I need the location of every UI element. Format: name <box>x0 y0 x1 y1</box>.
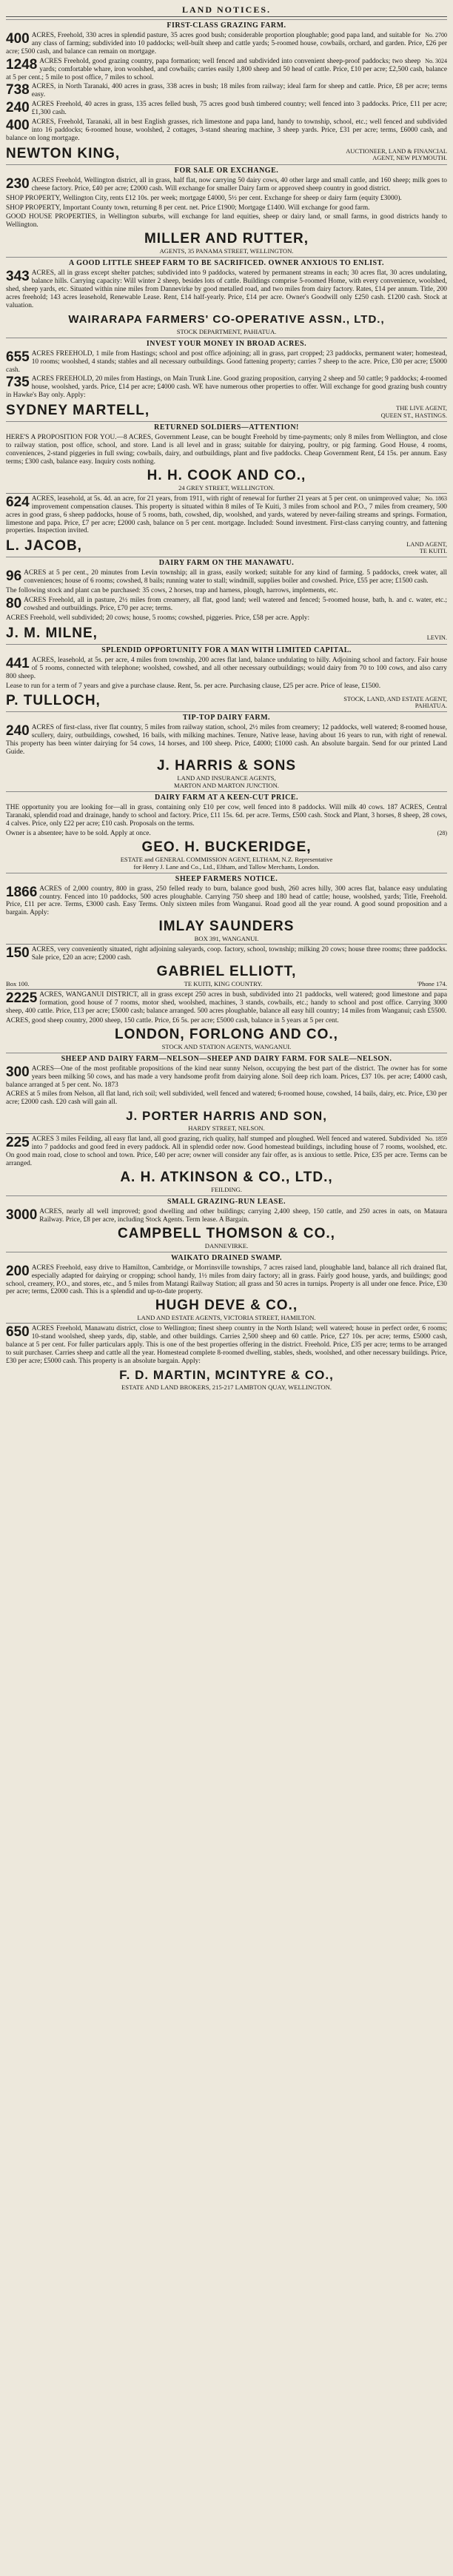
agent-box: Box 100. <box>6 980 30 988</box>
listing-group <box>6 1264 447 1297</box>
listing-text: The following stock and plant can be purchased: 35 cows, 2 horses, trap and harness, plough, harrows, implements, etc. <box>6 587 338 595</box>
listing-ref: No. 1863 <box>425 494 447 502</box>
agent-address: LEVIN. <box>426 634 447 642</box>
agent-location: QUEEN ST., HASTINGS. <box>380 412 447 419</box>
section-heading: SHEEP AND DAIRY FARM—NELSON—SHEEP AND DAIRY FARM. FOR SALE—NELSON. <box>6 1053 447 1064</box>
listing <box>6 1136 447 1168</box>
agent-title: AUCTIONEER, LAND & FINANCIAL <box>346 147 447 155</box>
agent-location: TE KUITI, KING COUNTRY. <box>184 980 263 988</box>
listing <box>6 614 447 623</box>
agent-name: F. D. MARTIN, MCINTYRE & CO., <box>119 1367 334 1382</box>
listing <box>6 269 447 310</box>
section-heading: INVEST YOUR MONEY IN BROAD ACRES. <box>6 338 447 349</box>
section-heading: FIRST-CLASS GRAZING FARM. <box>6 19 447 30</box>
acreage-figure: 300 <box>6 1064 30 1080</box>
listing-ref: No. 3024 <box>425 57 447 64</box>
agent-block <box>6 624 447 642</box>
listing <box>6 1325 447 1366</box>
listing-text: Lease to run for a term of 7 years and give a purchase clause. Rent, 5s. per acre. Purchasing clause, £25 per acre. Price of lease, £1500. <box>6 682 381 690</box>
agent-name: IMLAY SAUNDERS <box>158 919 295 935</box>
agent-name: L. JACOB, <box>6 538 82 554</box>
agent-name: J. HARRIS & SONS <box>156 758 297 774</box>
listing-text: ACRES, very conveniently situated, right adjoining saleyards, coop. factory, school, township; milking 20 cows; house three rooms; three paddocks. Sale price, £20 an acre; £2000 cash. <box>31 946 447 962</box>
listing <box>6 597 447 613</box>
listing-group <box>6 724 447 757</box>
listing-text: ACRES, leasehold, at 5s. per acre, 4 miles from township, 200 acres flat land, balance undulating to hilly. Adjoining school and factory. Fair house of 5 rooms, connected with telephone; woolshed, cowshed, and all other necessary outbuildings; would dairy from 70 to 100 cows, and also carry 800 sheep. <box>6 656 447 680</box>
acreage-figure: 150 <box>6 945 30 962</box>
section-heading: TIP-TOP DAIRY FARM. <box>6 711 447 722</box>
agent-address <box>406 541 447 555</box>
listing <box>6 213 447 229</box>
acreage-figure: 738 <box>6 82 30 98</box>
listing <box>6 1017 447 1025</box>
agent-address: AGENTS, 35 PANAMA STREET, WELLINGTON. <box>159 247 294 255</box>
listing-text: ACRES Freehold, well subdivided; 20 cows; house, 5 rooms; cowshed, piggeries. Price, £58 per acre. Apply: <box>6 614 310 622</box>
newspaper-page <box>6 3 447 2570</box>
listing <box>6 1065 447 1090</box>
agent-name: P. TULLOCH, <box>6 693 101 709</box>
agent-location: AGENT, NEW PLYMOUTH. <box>372 155 447 162</box>
listing <box>6 195 447 203</box>
agent-name: GABRIEL ELLIOTT, <box>156 964 297 980</box>
acreage-figure: 240 <box>6 100 30 116</box>
acreage-figure: 650 <box>6 1324 30 1341</box>
acreage-figure: 400 <box>6 31 30 47</box>
agent-title: LAND AND INSURANCE AGENTS, <box>177 774 276 782</box>
listing-text: ACRES at 5 per cent., 20 minutes from Levin township; all in grass, easily worked; suitable for any kind of farming. 5 paddocks, creek water, all conveniences; house of 6 rooms; cowshed, 8 bails; running water to stall; windmill, supplies boiler and cowshed. Price, £55 per acre; £1500 cash. <box>24 569 447 586</box>
listing <box>6 991 447 1016</box>
listing-group <box>6 991 447 1025</box>
listing-group <box>6 350 447 400</box>
section-heading: A GOOD LITTLE SHEEP FARM TO BE SACRIFICED. OWNER ANXIOUS TO ENLIST. <box>6 257 447 268</box>
listing-text: ACRES Freehold, easy drive to Hamilton, Cambridge, or Morrinsville townships, 7 acres raised land, ploughable land, balance all rich drained flat, especially adapted for dairying or cropping; school handy, 1½ miles from dairy factory; all in grass. Fairly good house, yards, and buildings; good school, creamery, P.O., and stores, etc., and 5 miles from Matangi Railway Station; all grass and 50 acres in turnips. Property is all under one fence. Price, £30 per acre; terms, £2000 cash. This is a splendid and up-to-date property. <box>6 1264 447 1296</box>
acreage-figure: 230 <box>6 175 30 192</box>
listing-ref: No. 1859 <box>425 1136 447 1143</box>
listing <box>6 495 447 536</box>
agent-location: TE KUITI. <box>419 547 447 554</box>
agent-address: LAND AND ESTATE AGENTS, VICTORIA STREET, HAMILTON. <box>137 1314 316 1322</box>
divider <box>6 944 447 945</box>
agent-address <box>343 696 447 710</box>
listing-group <box>6 32 447 143</box>
listing-text: ACRES at 5 miles from Nelson, all flat land, rich soil; well subdivided, well fenced and watered; 6-roomed house, cowshed, 14 bails, dairy, etc. Price, £30 per acre; £2000 cash. £20 cash will gain all. <box>6 1090 447 1107</box>
listing <box>6 946 447 962</box>
listing <box>6 830 447 838</box>
listing-text: ACRES, all in grass except shelter patches; subdivided into 9 paddocks, watered by permanent streams in each; 30 acres flat, 30 acres undulating, balance hills. Carrying capacity: Will winter 2 sheep, besides lots of cattle. Buildings comprise 5-roomed Home, with every convenience, woolshed, shed, sheep yards, etc. Situated within nine miles from Dannevirke by good metalled road, and two miles from dairy factory. Rates, £14 per annum. Title, 200 acres freehold; 143 acres leasehold, Renewable Lease. Rent, £14 half-yearly. Price, £14 per acre. Owner's Goodwill only £250 cash. £1200 cash. Stock at valuation. <box>6 269 447 309</box>
acreage-figure: 400 <box>6 118 30 134</box>
agent-location: PAHIATUA. <box>415 702 447 709</box>
agent-address: DANNEVIRKE. <box>204 1241 249 1250</box>
agent-block <box>6 537 447 554</box>
agent-block <box>6 401 447 419</box>
listing <box>6 682 447 691</box>
listing <box>6 1090 447 1107</box>
acreage-figure: 441 <box>6 655 30 671</box>
section-heading: FOR SALE OR EXCHANGE. <box>6 164 447 175</box>
column-header: LAND NOTICES. <box>6 3 447 17</box>
agent-contact-row <box>6 980 447 987</box>
listing-group <box>6 177 447 229</box>
agent-address: ESTATE AND LAND BROKERS, 215-217 LAMBTON QUAY, WELLINGTON. <box>121 1383 332 1391</box>
listing-group <box>6 269 447 310</box>
agent-address: FEILDING. <box>211 1185 242 1193</box>
listing-ref: No. 2700 <box>425 32 447 38</box>
agent-name: SYDNEY MARTELL, <box>6 403 150 419</box>
section-heading: SHEEP FARMERS NOTICE. <box>6 873 447 884</box>
listing-text: ACRES, WANGANUI DISTRICT, all in grass except 250 acres in bush, subdivided into 21 paddocks, well watered; good limestone and papa formation, good house of 7 rooms, motor shed, woolshed, machines, 3 stands, cowbails, etc.; handy to school and post office. Carrying 3000 sheep, 400 cattle. Price, £13 per acre; £5000 cash; balance arranged. 500 acres ploughable, balance all easy hill country; 14 miles from Wanganui; cash £5500. <box>6 991 447 1015</box>
listing-text: ACRES Freehold, 40 acres in grass, 135 acres felled bush, 75 acres good bush timbered country; well fenced into 3 paddocks. Price, £11 per acre; £1,300 cash. <box>31 101 447 117</box>
listing-text: ACRES, Freehold, Taranaki, all in best English grasses, rich limestone and papa land, handy to township, school, etc.; well fenced and subdivided into 16 paddocks; 6-roomed house, woolshed, 2 cottages, 3-stand shearing machine, 3 sheep yards. Price, £31 per acre; terms, £6000 cash, and balance on long mortgage. <box>6 118 447 142</box>
agent-location: MARTON AND MARTON JUNCTION. <box>174 782 279 790</box>
listing <box>6 1208 447 1224</box>
acreage-figure: 343 <box>6 269 30 285</box>
listing <box>6 58 447 82</box>
listing-text: GOOD HOUSE PROPERTIES, in Wellington suburbs, will exchange for land equities, sheep or dairy land, or small farms, in good districts handy to Wellington. <box>6 213 447 229</box>
listing-group <box>6 804 447 838</box>
agent-name: A. H. ATKINSON & CO., LTD., <box>120 1169 333 1185</box>
listing-text: SHOP PROPERTY, Wellington City, rents £12 10s. per week; mortgage £4000, 5½ per cent. Exchange for sheep or dairy farm (equity £3000). <box>6 194 402 202</box>
agent-block <box>6 144 447 162</box>
agent-block <box>6 691 447 709</box>
agent-title: STOCK, LAND, AND ESTATE AGENT, <box>343 695 447 702</box>
agent-name: NEWTON KING, <box>6 145 121 161</box>
listing-text: ACRES of first-class, river flat country, 5 miles from railway station, school, 2½ miles from creamery; 12 paddocks, well watered; 8-roomed house, scullery, dairy, outbuildings, cowshed, 16 bails, with milking machines. Tenure, Native lease, having about 16 years to run, with right of renewal. This property has been winter dairying for 54 cows, 14 horses, and 100 sheep. Price, £4000; £1000 cash. An absolute bargain. Send for our printed Land Guide. <box>6 724 447 757</box>
agent-name: J. M. MILNE, <box>6 625 98 641</box>
listing-text: ACRES, good sheep country, 2000 sheep, 150 cattle. Price, £6 5s. per acre; £5000 cash, balance in 5 years at 5 per cent. <box>6 1016 339 1024</box>
listing <box>6 204 447 212</box>
listing <box>6 804 447 828</box>
agent-address: STOCK AND STATION AGENTS, WANGANUI. <box>161 1042 292 1050</box>
agent-title: LAND AGENT, <box>406 540 447 548</box>
listing <box>6 885 447 918</box>
acreage-figure: 3000 <box>6 1207 38 1223</box>
listing <box>6 724 447 757</box>
listing-text: ACRES Freehold, all in pasture, 2½ miles from creamery, all flat, good land; well watered and fenced; 5-roomed house, bath, h. and c. water, etc.; cowshed and outbuildings. Price, £70 per acre; terms. <box>24 597 447 612</box>
agent-name: MILLER AND RUTTER, <box>144 231 309 247</box>
acreage-figure: 655 <box>6 349 30 365</box>
listing <box>6 375 447 400</box>
listing <box>6 657 447 681</box>
listing-text: ACRES FREEHOLD, 20 miles from Hastings, on Main Trunk Line. Good grazing proposition, carrying 2 sheep and 50 cattle; 9 paddocks; 4-roomed house, woolshed, yards. Price, £14 per acre; £4000 cash. WE have numerous other properties to offer. Will exchange for good grazing bush country in Hawke's Bay only. Apply: <box>6 375 447 400</box>
listing-group <box>6 1136 447 1168</box>
listing <box>6 587 447 595</box>
listing <box>6 83 447 99</box>
listing-group <box>6 569 447 622</box>
agent-location: for Henry J. Lane and Co., Ltd., Eltham, and Tallow Merchants, London. <box>133 862 320 871</box>
agent-title: ESTATE and GENERAL COMMISSION AGENT, ELTHAM, N.Z. Representative <box>120 855 333 863</box>
agent-name: HUGH DEVE & CO., <box>155 1298 298 1314</box>
listing-group <box>6 434 447 466</box>
listing-group <box>6 495 447 536</box>
listing-text: ACRES 3 miles Feilding, all easy flat land, all good grazing, rich quality, half stumped and ploughed. Well fenced and watered. Subdivided into 7 paddocks and good feed in every paddock. All in splendid order now. Good homestead buildings, including house of 7 rooms, woolshed, etc. On good main road, close to school and town. Price, £40 per acre; owner will consider any fair offer, as is anxious to settle. Price, £35 per acre. Terms can be arranged. <box>6 1136 447 1167</box>
agent-name: CAMPBELL THOMSON & CO., <box>118 1225 335 1241</box>
agent-address <box>346 148 447 162</box>
listing-text: Owner is a absentee; have to be sold. Apply at once. <box>6 829 151 837</box>
acreage-figure: 96 <box>6 568 22 585</box>
listing <box>6 350 447 375</box>
listing-text: THE opportunity you are looking for—all in grass, containing only £10 per cow, well fenced into 8 paddocks. Will milk 40 cows. 187 ACRES, Central Taranaki, splendid road and drainage, handy to school and factory. Price, £11 15s. 6d. per acre. Terms, £500 cash. Stock and Plant, 3 horses, 8 sheep, 28 cows, 4 calves. Price, only £22 per acre; £10 cash. Proposals on the terms. <box>6 804 447 828</box>
listing-text: ACRES FREEHOLD, 1 mile from Hastings; school and post office adjoining; all in grass, part cropped; 23 paddocks, permanent water; homestead, 10 rooms; woolshed, 4 stands; stables and all necessary outbuildings. Good fattening property; carries 7 sheep to the acre. Price, £30 per acre; £5000 cash. <box>6 349 447 374</box>
agent-address <box>381 405 447 419</box>
agent-address: HARDY STREET, NELSON. <box>188 1124 265 1133</box>
section-heading: SMALL GRAZING-RUN LEASE. <box>6 1195 447 1207</box>
divider <box>6 1133 447 1134</box>
listing-text: ACRES, nearly all well improved; good dwelling and other buildings; carrying 2,400 sheep, 150 cattle, and 250 acres in oats, on Mataura Railway. Price, £8 per acre, including Stock Agents. Term lease. A Bargain. <box>39 1207 447 1224</box>
agent-name: J. PORTER HARRIS AND SON, <box>126 1109 327 1124</box>
listing-text: ACRES Freehold, Wellington district, all in grass, half flat, now carrying 50 dairy cows, 40 other large and small cattle, and 160 sheep; milk goes to cheese factory. Price, £40 per acre; £2000 cash. Will exchange for smaller Dairy farm or approved sheep country in good district. <box>31 176 447 192</box>
listing-text: ACRES Freehold, good grazing country, papa formation; well fenced and subdivided into convenient sheep-proof paddocks; two sheep yards; comfortable whare, iron woolshed, and cowbails; carries easily 1,800 sheep and 50 head of cattle. Price, £10 per acre; £2,500 cash, balance at 5 per cent.; 5 mile to post office, 7 miles to school. <box>6 57 447 81</box>
section-heading: DAIRY FARM ON THE MANAWATU. <box>6 557 447 568</box>
listing-text: ACRES Freehold, Manawatu district, close to Wellington; finest sheep country in the North Island; well watered; house in perfect order, 6 rooms; 10-stand woolshed, sheep yards, dip, stable, and other buildings. Carries 2,500 sheep and 60 cattle. Price, £27 10s. per acre; terms, £5000 cash, balance at 5 per cent. For fuller particulars apply. This is one of the best properties offering in the district. Freehold. Price, £35 per acre; terms to be arranged to suit purchaser. Carries sheep and cattle all the year. Homestead complete 8-roomed dwelling, stables, sheds, woolshed, and other necessary buildings. Price, £30 per acre; £5000 cash. This property is an absolute bargain. Apply: <box>6 1325 447 1365</box>
acreage-figure: 1866 <box>6 884 38 900</box>
listing-group <box>6 1208 447 1224</box>
divider <box>6 989 447 990</box>
listing-group <box>6 1325 447 1366</box>
acreage-figure: 200 <box>6 1263 30 1279</box>
agent-name: LONDON, FORLONG AND CO., <box>115 1026 338 1042</box>
listing-text: ACRES—One of the most profitable propositions of the kind near sunny Nelson, occupying the best part of the district. The owner has for some years been milking 50 cows, and has made a very handsome profit from dairying alone. Soil deep rich loam. Prices, £37 10s. per acre; £4000 cash, balance arranged at 5 per cent. No. 1873 <box>6 1064 447 1089</box>
listing-group <box>6 1065 447 1107</box>
divider <box>6 493 447 494</box>
acreage-figure: 80 <box>6 596 22 612</box>
listing-group <box>6 657 447 691</box>
section-heading: DAIRY FARM AT A KEEN-CUT PRICE. <box>6 791 447 802</box>
agent-phone: 'Phone 174. <box>417 980 447 988</box>
acreage-figure: 225 <box>6 1135 30 1151</box>
acreage-figure: 240 <box>6 723 30 739</box>
listing-text: ACRES, leasehold, at 5s. 4d. an acre, for 21 years, from 1911, with right of renewal for further 21 years at 5 per cent. on unimproved value; improvement compensation clauses. This property is situated within 8 miles of Te Kuiti, 3 miles from school and P.O., 7 miles from creamery, 500 acres in good grass, 6 sheep paddocks, house of 5 rooms, bath, cowshed, dip, woolshed, and yards, watered by never-failing streams and springs. Formation, limestone and papa. Price, £7 per acre; £2000 cash, balance on 5 per cent. mortgage. Included: Sound investment. First-class carrying country, and fattening properties. Inspection invited. <box>6 494 447 535</box>
acreage-figure: 624 <box>6 494 30 510</box>
listing <box>6 118 447 143</box>
listing <box>6 177 447 193</box>
acreage-figure: 735 <box>6 375 30 391</box>
agent-name: WAIRARAPA FARMERS' CO-OPERATIVE ASSN., LTD., <box>68 312 385 326</box>
listing <box>6 101 447 117</box>
acreage-figure: 2225 <box>6 990 38 1007</box>
listing <box>6 1264 447 1297</box>
section-heading: RETURNED SOLDIERS—ATTENTION! <box>6 421 447 432</box>
listing-text: ACRES of 2,000 country, 800 in grass, 250 felled ready to burn, balance good bush, 260 acres hilly, 300 acres flat, balance easy undulating country. Fenced into 10 paddocks, 500 acres ploughable. Carrying 750 sheep and 180 head of cattle; house, woolshed, yards; Title, Freehold. Price, £11 per acre. Terms, £3000 cash. Easy Terms. Only sixteen miles from Wanganui. Road good all the year round. A good sound proposition and a bargain. Apply: <box>6 885 447 917</box>
divider <box>6 1323 447 1324</box>
listing-text: ACRES, Freehold, 330 acres in splendid pasture, 35 acres good bush; considerable proportion ploughable; good papa land, and suitable for any class of farming; subdivided into 10 paddocks; well-built sheep and cattle yards; 5-roomed house, cowbails, orchard, and garden. Price, £26 per acre; £500 cash, and balance can remain on mortgage. <box>6 32 447 56</box>
listing <box>6 434 447 466</box>
agent-name: GEO. H. BUCKERIDGE, <box>141 839 312 855</box>
agent-title: THE LIVE AGENT, <box>396 405 447 412</box>
listing <box>6 569 447 586</box>
agent-address: STOCK DEPARTMENT, PAHIATUA. <box>176 327 277 335</box>
agent-address: 24 GREY STREET, WELLINGTON. <box>178 483 275 492</box>
agent-name: H. H. COOK AND CO., <box>147 467 306 483</box>
section-heading: SPLENDID OPPORTUNITY FOR A MAN WITH LIMITED CAPITAL. <box>6 644 447 655</box>
section-heading: WAIKATO DRAINED SWAMP. <box>6 1252 447 1263</box>
listing-text: SHOP PROPERTY, Important County town, returning 8 per cent. net. Price £1900; Mortgage £1400. Will exchange for good farm. <box>6 204 370 212</box>
acreage-figure: 1248 <box>6 56 38 73</box>
listing-text: HERE'S A PROPOSITION FOR YOU.—8 ACRES, Government Lease, can be bought Freehold by time-payments; only 8 miles from Wellington, and close to railway station, post office, school, and store. Land is all level and in grass; suitable for dairying, poultry, or pig farming. Good House, 4 rooms, conveniences, 2-stand piggeries in full swing; cowbails, dairy, and outbuildings, plant and five paddocks. Cheap Government Rent, £4 15s. per annum. Easy terms; £300 cash, balance easy. Inquiry costs nothing. <box>6 434 447 466</box>
agent-address: BOX 391, WANGANUI. <box>194 935 259 943</box>
listing-text: ACRES, in North Taranaki, 400 acres in grass, 338 acres in bush; 18 miles from railway; ideal farm for sheep and cattle. Price, £8 per acre; terms easy. <box>31 83 447 99</box>
listing-ref: (28) <box>437 829 447 836</box>
listing-group <box>6 946 447 962</box>
listing-group <box>6 885 447 918</box>
listing <box>6 32 447 56</box>
